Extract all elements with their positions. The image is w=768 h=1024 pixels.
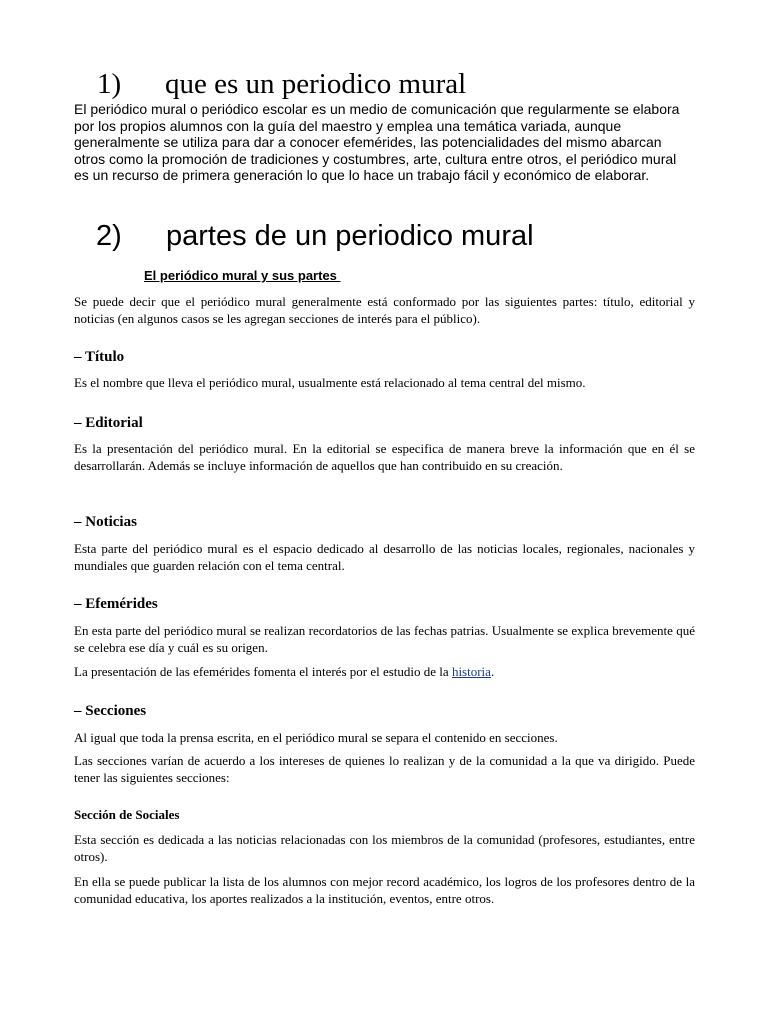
efemerides-text-after: . [490,664,495,679]
section-2-number: 2) [96,220,122,252]
noticias-heading: – Noticias [74,514,137,530]
secciones-paragraph-1: Al igual que toda la prensa escrita, en el periódico mural se separa el contenido en secciones. [74,730,558,745]
section-2-title: partes de un periodico mural [166,220,534,252]
efemerides-paragraph-2 [74,663,695,680]
section-1-heading [97,68,466,101]
editorial-heading: – Editorial [74,415,143,431]
section-1-title: que es un periodico mural [165,68,467,100]
section-1-paragraph: El periódico mural o periódico escolar es un medio de comunicación que regularmente se elabora por los propios alumnos con la guía del maestro y emplea una temática variada, aunque generalmente se utiliza para dar a conocer efemérides, las potencialidades del mismo abarcan otros como la promoción de tradiciones y costumbres, arte, cultura entre otros, el periódico mural es un recurso de primera generación lo que lo hace un trabajo fácil y económico de elaborar. [74,101,680,184]
secciones-heading: – Secciones [74,703,147,719]
titulo-heading: – Título [74,349,125,365]
sociales-paragraph-2: En ella se puede publicar la lista de los alumnos con mejor record académico, los logros de los profesores dentro de la comunidad educativa, los aportes realizados a la institución, eventos, entre otros. [74,874,695,906]
section-2-heading [96,220,534,253]
titulo-paragraph: Es el nombre que lleva el periódico mural, usualmente está relacionado al tema central del mismo. [74,375,586,390]
noticias-paragraph: Esta parte del periódico mural es el espacio dedicado al desarrollo de las noticias locales, regionales, nacionales y mundiales que guarden relación con el tema central. [74,541,695,573]
intro-paragraph: Se puede decir que el periódico mural generalmente está conformado por las siguientes partes: título, editorial y noticias (en algunos casos se les agregan secciones de interés para el público). [74,294,695,326]
historia-link[interactable]: historia [451,664,491,679]
efemerides-paragraph: En esta parte del periódico mural se realizan recordatorios de las fechas patrias. Usualmente se explica brevemente qué se celebra ese día y cuál es su origen. [74,623,695,655]
section-2-subtitle: El periódico mural y sus partes [144,268,341,283]
editorial-paragraph: Es la presentación del periódico mural. En la editorial se especifica de manera breve la información que en él se desarrollarán. Además se incluye información de aquellos que han contribuido en su creación. [74,441,695,473]
section-1-number: 1) [97,68,122,100]
sociales-paragraph-1: Esta sección es dedicada a las noticias relacionadas con los miembros de la comunidad (profesores, estudiantes, entre otros). [74,832,695,864]
sociales-heading: Sección de Sociales [74,807,180,822]
efemerides-text-before: La presentación de las efemérides fomenta el interés por el estudio de la [74,664,452,679]
efemerides-heading: – Efemérides [74,596,158,612]
secciones-paragraph-2: Las secciones varían de acuerdo a los intereses de quienes lo realizan y de la comunidad a la que va dirigido. Puede tener las siguientes secciones: [74,753,695,785]
